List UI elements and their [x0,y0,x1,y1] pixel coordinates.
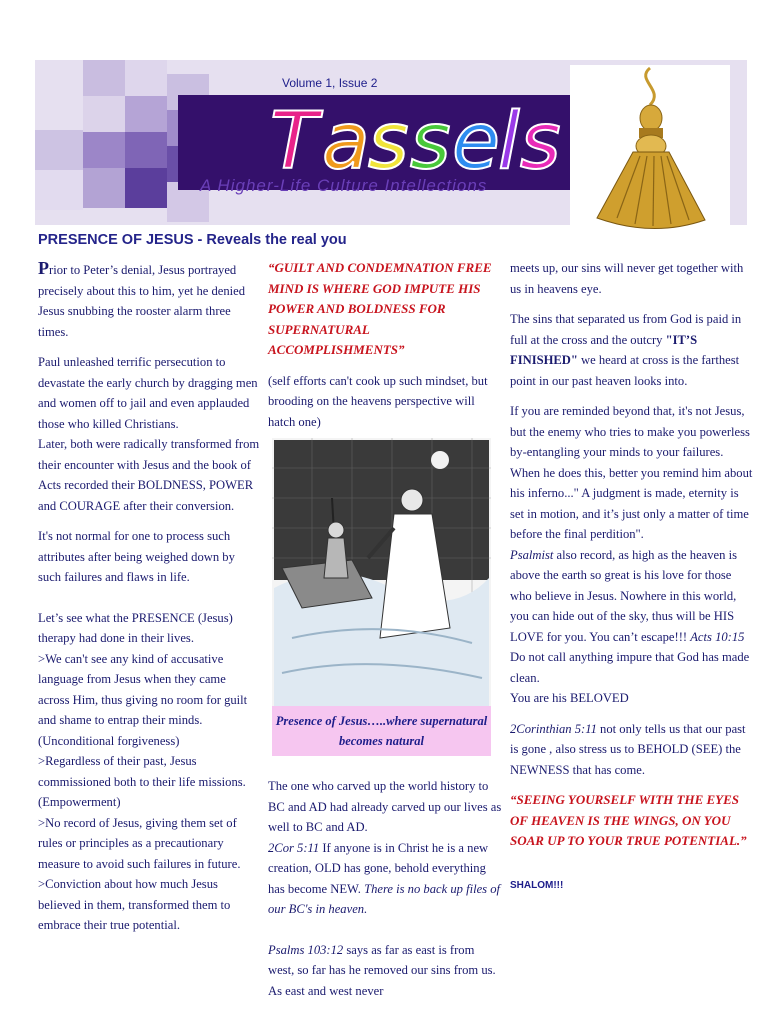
paragraph: The sins that separated us from God is paid in full at the cross and the outcry "IT’S FINISHED" we heard at cross is the farthest point in our past heaven looks into. [510,312,742,388]
paragraph: >Regardless of their past, Jesus commissioned both to their life missions. (Empowerment) [38,754,246,809]
paragraph: (self efforts can't cook up such mindset, but brooding on the heavens perspective will hatch one) [268,373,488,429]
title-letter: e [452,97,500,187]
paragraph: Prior to Peter’s denial, Jesus portrayed precisely about this to him, yet he denied Jesus snubbing the rooster alarm three times. [38,258,246,339]
illustration-caption: Presence of Jesus…..where supernatural becomes natural [272,706,491,756]
pull-quote: “GUILT AND CONDEMNATION FREE MIND IS WHERE GOD IMPUTE HIS POWER AND BOLDNESS FOR SUPERNATURAL ACCOMPLISHMENTS” [268,260,492,357]
paragraph: It's not normal for one to process such attributes after being weighed down by such failures and flaws in life. [38,529,235,584]
paragraph: The one who carved up the world history to BC and AD had already carved up our lives as well to BC and AD. [268,779,502,834]
title-letter: a [322,97,370,187]
paragraph: If you are reminded beyond that, it's not Jesus, but the enemy who tries to make you powerless by-entangling your minds to your failures. When he does this, better you remind him about his inferno..." A judgment is made, eternity is set in motion, and it’s just only a matter of time before the final perdition". [510,404,753,541]
article-column-3 [510,258,754,906]
article-headline: PRESENCE OF JESUS - Reveals the real you [38,232,347,248]
issue-label: Volume 1, Issue 2 [282,76,378,90]
paragraph: Later, both were radically transformed from their encounter with Jesus and the book of Acts recorded their BOLDNESS, POWER and COURAGE after their conversion. [38,437,260,513]
closing: SHALOM!!! [510,879,564,891]
title-letter: s [520,97,561,187]
drop-cap: P [38,258,49,278]
article-column-2-lower [268,776,502,1011]
paragraph: >Conviction about how much Jesus believed in them, transformed them to embrace their true potential. [38,877,231,932]
paragraph: You are his BELOVED [510,691,629,705]
paragraph: Psalmist also record, as high as the heaven is above the earth so great is his love for those who believe in Jesus. Nowhere in this world, you can hide out of the sky, thus will be HIS LOVE for you. You can’t escape!!! Acts 10:15 Do not call anything impure that God has made clean. [510,547,750,685]
paragraph: >We can't see any kind of accusative language from Jesus when they came across Him, thus giving no room for guilt and shame to entrap their minds. (Unconditional forgiveness) [38,651,248,748]
article-column-1 [38,258,260,936]
title-letter: T [270,97,318,187]
paragraph: Paul unleashed terrific persecution to devastate the early church by dragging men and women off to jail and even applauded those who killed Christians. [38,355,258,431]
paragraph: 2Corinthian 5:11 not only tells us that our past is gone , also stress us to BEHOLD (SEE) the NEWNESS that has come. [510,721,746,777]
tassel-image [565,60,735,235]
paragraph: meets up, our sins will never get together with us in heavens eye. [510,261,744,296]
pull-quote: “SEEING YOURSELF WITH THE EYES OF HEAVEN IS THE WINGS, ON YOU SOAR UP TO YOUR TRUE POTENTIAL.” [510,792,747,848]
paragraph: 2Cor 5:11 If anyone is in Christ he is a new creation, OLD has gone, behold everything has become NEW. There is no back up files of our BC's in heaven. [268,840,501,916]
jesus-illustration [272,438,491,706]
title-letter: s [368,97,409,187]
masthead-tagline: A Higher-Life Culture Intellections [200,176,488,195]
paragraph: Psalms 103:12 says as far as east is from west, so far has he removed our sins from us. As east and west never [268,942,496,998]
title-letter: s [410,97,451,187]
paragraph: Let’s see what the PRESENCE (Jesus) therapy had done in their lives. [38,610,233,645]
paragraph: >No record of Jesus, giving them set of rules or principles as a precautionary measure to avoid such failures in future. [38,815,241,871]
title-letter: l [498,97,520,187]
article-column-2 [268,258,502,442]
